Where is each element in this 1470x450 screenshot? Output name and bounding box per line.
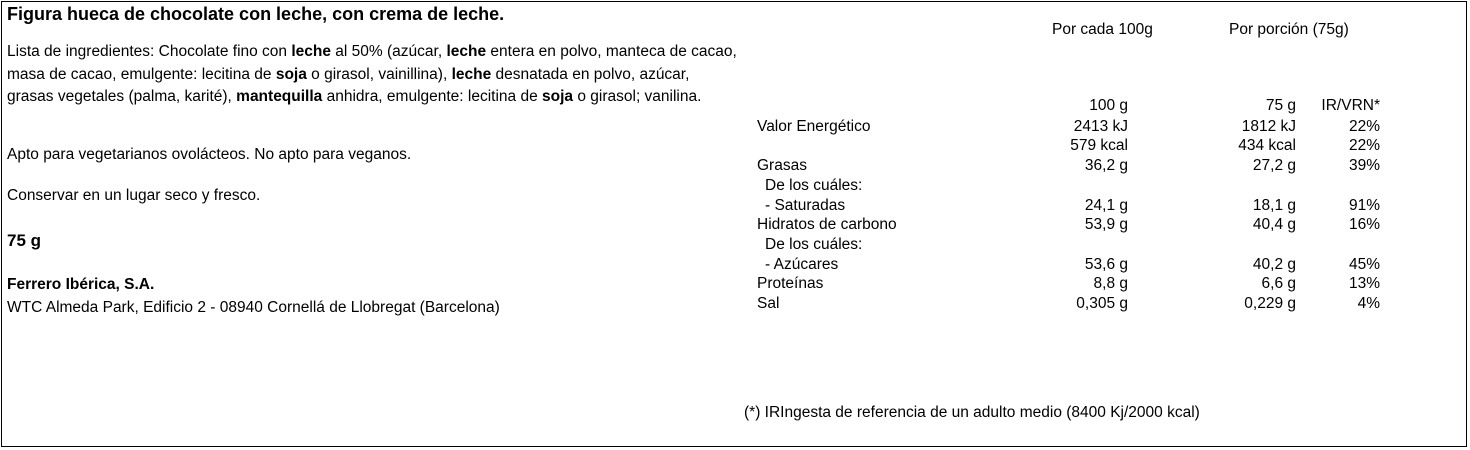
value-per-100g: 579 kcal [1070,137,1128,154]
value-per-100g: 0,305 g [1076,295,1128,312]
allergen-word: mantequilla [236,88,323,105]
value-per-portion: 0,229 g [1244,295,1296,312]
company-address: WTC Almeda Park, Edificio 2 - 08940 Cornellá de Llobregat (Barcelona) [7,299,500,316]
nutrient-name: - Saturadas [765,197,846,214]
nutrition-row [0,157,1470,177]
reference-intake-percent: 4% [1357,295,1380,312]
nutrition-row [0,118,1470,138]
nutrition-row [0,177,1470,197]
allergen-word: leche [451,65,492,83]
reference-intake-percent: IR/VRN* [1321,97,1380,114]
nutrient-name: Hidratos de carbono [757,216,897,233]
nutrition-row [0,295,1470,315]
nutrition-row [0,275,1470,295]
ingredient-text: al 50% (azúcar, [331,43,447,60]
reference-intake-percent: 45% [1348,256,1380,273]
header-per-100g: Por cada 100g [1052,21,1153,38]
ingredient-text: entera en polvo, manteca de cacao, masa de cacao, emulgente: lecitina de [7,43,737,83]
nutrition-row [0,216,1470,236]
ingredient-text: desnatada en polvo, azúcar, grasas vegetales (palma, karité), [7,65,690,105]
allergen-word: leche [291,43,331,60]
nutrient-name: De los cuáles: [765,177,863,194]
value-per-portion: 434 kcal [1238,137,1296,154]
ingredient-text: Lista de ingredientes: Chocolate fino con [7,43,292,60]
allergen-word: leche [446,43,487,60]
value-per-100g: 53,9 g [1084,216,1128,233]
nutrient-name: Grasas [757,157,807,174]
reference-intake-percent: 22% [1348,137,1380,154]
nutrition-row [0,236,1470,256]
storage-note: Conservar en un lugar seco y fresco. [7,187,261,204]
allergen-word: soja [275,65,307,83]
allergen-word: soja [542,88,574,105]
product-title: Figura hueca de chocolate con leche, con crema de leche. [7,4,505,24]
reference-intake-percent: 13% [1348,275,1380,292]
value-per-100g: 53,6 g [1084,256,1128,273]
nutrition-row [0,197,1470,217]
ingredient-text: anhidra, emulgente: lecitina de [322,88,543,105]
footnote: (*) IRIngesta de referencia de un adulto medio (8400 Kj/2000 kcal) [744,404,1200,421]
reference-intake-percent: 91% [1348,197,1380,214]
value-per-portion: 40,4 g [1252,216,1296,233]
nutrition-row [0,97,1470,117]
value-per-portion: 6,6 g [1261,275,1296,292]
ingredient-text: o girasol, vainillina), [306,65,452,83]
nutrient-name: Proteínas [757,275,824,292]
value-per-portion: 18,1 g [1252,197,1296,214]
value-per-portion: 75 g [1265,97,1296,114]
value-per-portion: 1812 kJ [1241,118,1296,135]
value-per-portion: 40,2 g [1252,256,1296,273]
value-per-100g: 8,8 g [1093,275,1128,292]
net-weight: 75 g [7,231,42,250]
nutrition-row [0,256,1470,276]
value-per-100g: 36,2 g [1084,157,1128,174]
company-name: Ferrero Ibérica, S.A. [7,276,155,293]
nutrient-name: Sal [757,295,780,312]
value-per-100g: 2413 kJ [1073,118,1128,135]
reference-intake-percent: 16% [1348,216,1380,233]
nutrient-name: Valor Energético [757,118,871,135]
nutrient-name: - Azúcares [765,256,839,273]
nutrition-row [0,137,1470,157]
value-per-100g: 24,1 g [1084,197,1128,214]
header-per-portion: Por porción (75g) [1229,21,1349,38]
ingredient-text: o girasol; vanilina. [573,88,702,105]
value-per-100g: 100 g [1089,97,1128,114]
diet-note: Apto para vegetarianos ovolácteos. No apto para veganos. [7,146,412,163]
reference-intake-percent: 22% [1348,118,1380,135]
value-per-portion: 27,2 g [1252,157,1296,174]
reference-intake-percent: 39% [1348,157,1380,174]
nutrient-name: De los cuáles: [765,236,863,253]
